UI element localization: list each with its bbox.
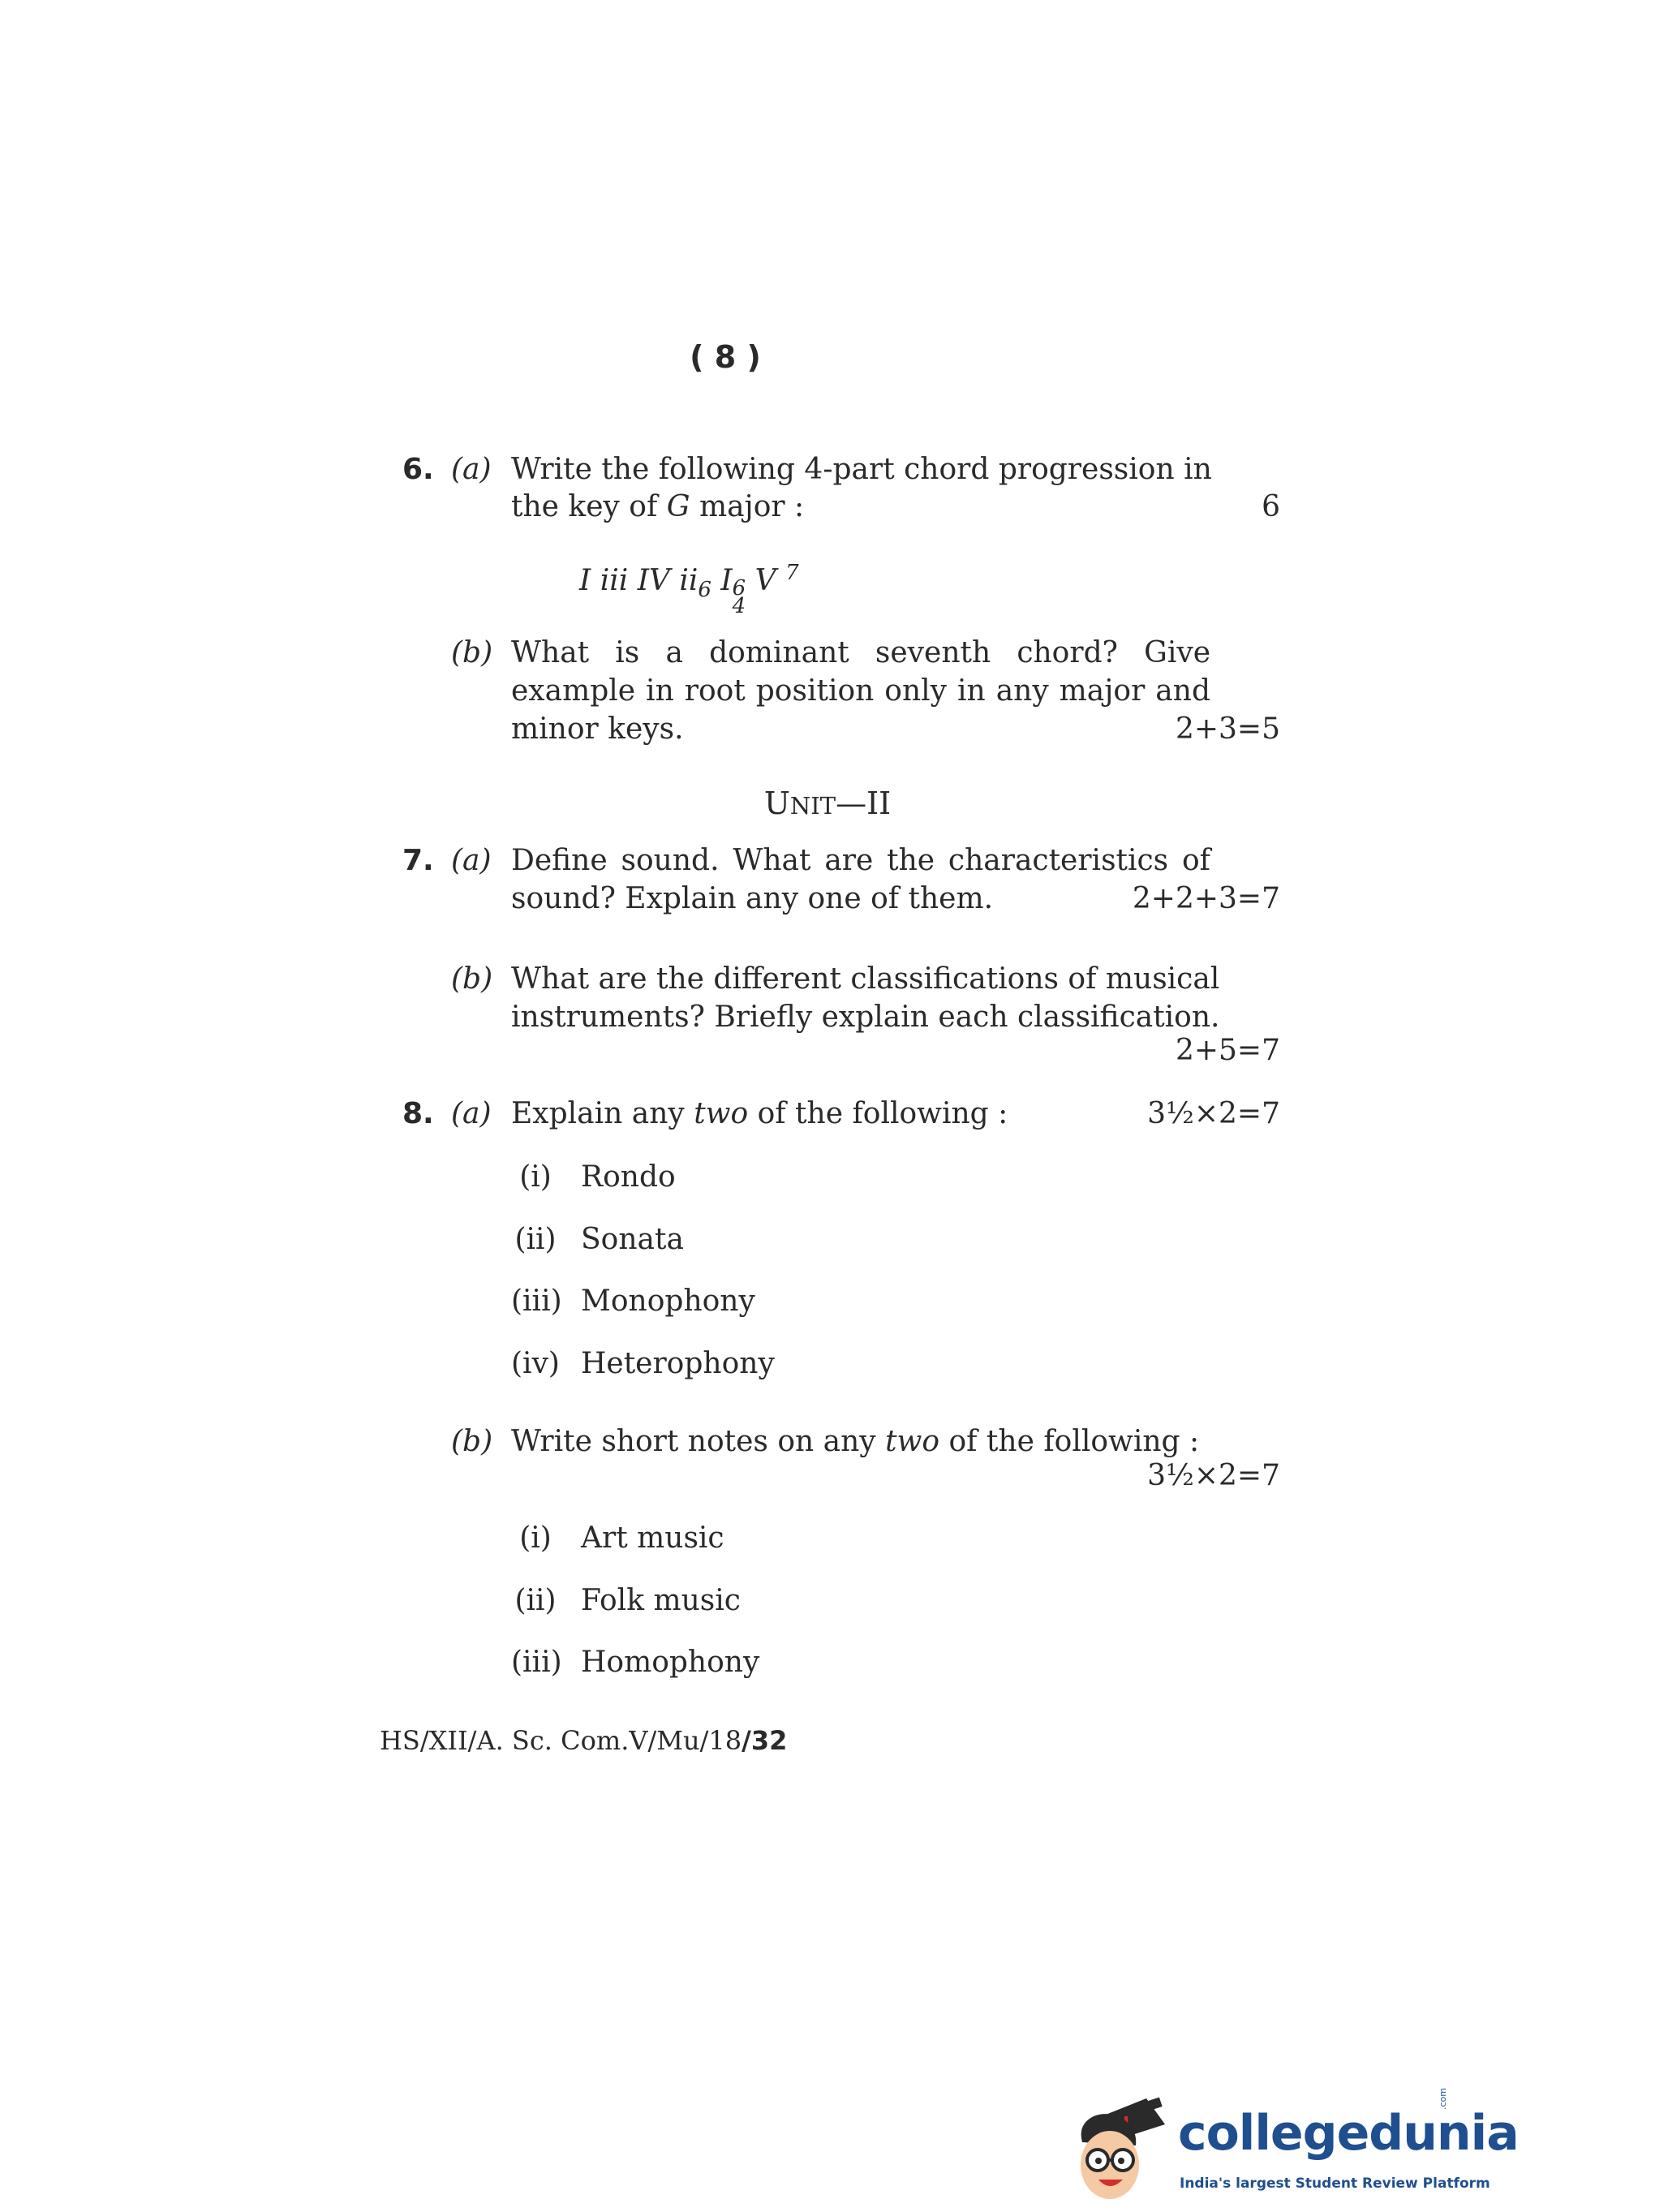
list-item: Folk music (581, 1584, 741, 1617)
q6a-text-line1: Write the following 4-part chord progression in (511, 453, 1212, 486)
q6b-marks: 2+3=5 (1175, 712, 1280, 746)
list-item: Sonata (581, 1223, 684, 1256)
q7b-text-line1: What are the different classifications of musical (511, 962, 1220, 996)
q8a-text: Explain any two of the following : (511, 1097, 1008, 1130)
q8a-marks: 3½×2=7 (1147, 1097, 1280, 1130)
q8b-text: Write short notes on any two of the following : (511, 1425, 1200, 1458)
list-item: Art music (581, 1521, 724, 1555)
q6-part-b-label: (b) (451, 636, 493, 669)
list-item: Heterophony (581, 1347, 775, 1380)
watermark-brand: collegedunia (1178, 2105, 1519, 2162)
question-number-6: 6. (402, 453, 434, 486)
paper-code-footer: HS/XII/A. Sc. Com.V/Mu/18/32 (380, 1725, 788, 1756)
q7a-text-line1: Define sound. What are the characteristics of (511, 844, 1210, 877)
q6b-text-line3: minor keys. (511, 712, 684, 746)
page-number: ( 8 ) (690, 339, 761, 375)
question-number-8: 8. (402, 1097, 434, 1130)
list-item-number: (i) (519, 1521, 552, 1555)
q6a-marks: 6 (1262, 490, 1280, 523)
q6b-text-line1: What is a dominant seventh chord? Give (511, 636, 1210, 669)
q7-part-b-label: (b) (451, 962, 493, 996)
list-item: Rondo (581, 1160, 676, 1194)
list-item-number: (iii) (511, 1646, 562, 1679)
q6-part-a-label: (a) (451, 453, 492, 486)
list-item-number: (i) (519, 1160, 552, 1194)
watermark-domain: .com (1438, 2088, 1448, 2110)
q7b-marks: 2+5=7 (1175, 1034, 1280, 1067)
q8b-marks: 3½×2=7 (1147, 1459, 1280, 1492)
list-item-number: (ii) (514, 1223, 557, 1256)
q6b-text-line2: example in root position only in any major and (511, 674, 1210, 708)
list-item-number: (iv) (511, 1347, 560, 1380)
list-item-number: (iii) (511, 1285, 562, 1318)
question-number-7: 7. (402, 844, 434, 877)
collegedunia-mascot-icon (1069, 2092, 1175, 2212)
list-item-number: (ii) (514, 1584, 557, 1617)
q7-part-a-label: (a) (451, 844, 492, 877)
list-item: Monophony (581, 1285, 755, 1318)
list-item: Homophony (581, 1646, 760, 1679)
q6a-text-line2: the key of G major : (511, 490, 805, 523)
q7a-marks: 2+2+3=7 (1132, 882, 1280, 915)
q7a-text-line2: sound? Explain any one of them. (511, 882, 994, 915)
watermark-tagline: India's largest Student Review Platform (1180, 2175, 1490, 2192)
q8-part-a-label: (a) (451, 1097, 492, 1130)
chord-progression: I iii IV $ii_6$ I 6 4 V $^7$ (579, 561, 799, 619)
q7b-text-line2: instruments? Briefly explain each classification. (511, 1001, 1220, 1034)
unit-heading: UNIT—II (763, 785, 892, 821)
q8-part-b-label: (b) (451, 1425, 493, 1458)
